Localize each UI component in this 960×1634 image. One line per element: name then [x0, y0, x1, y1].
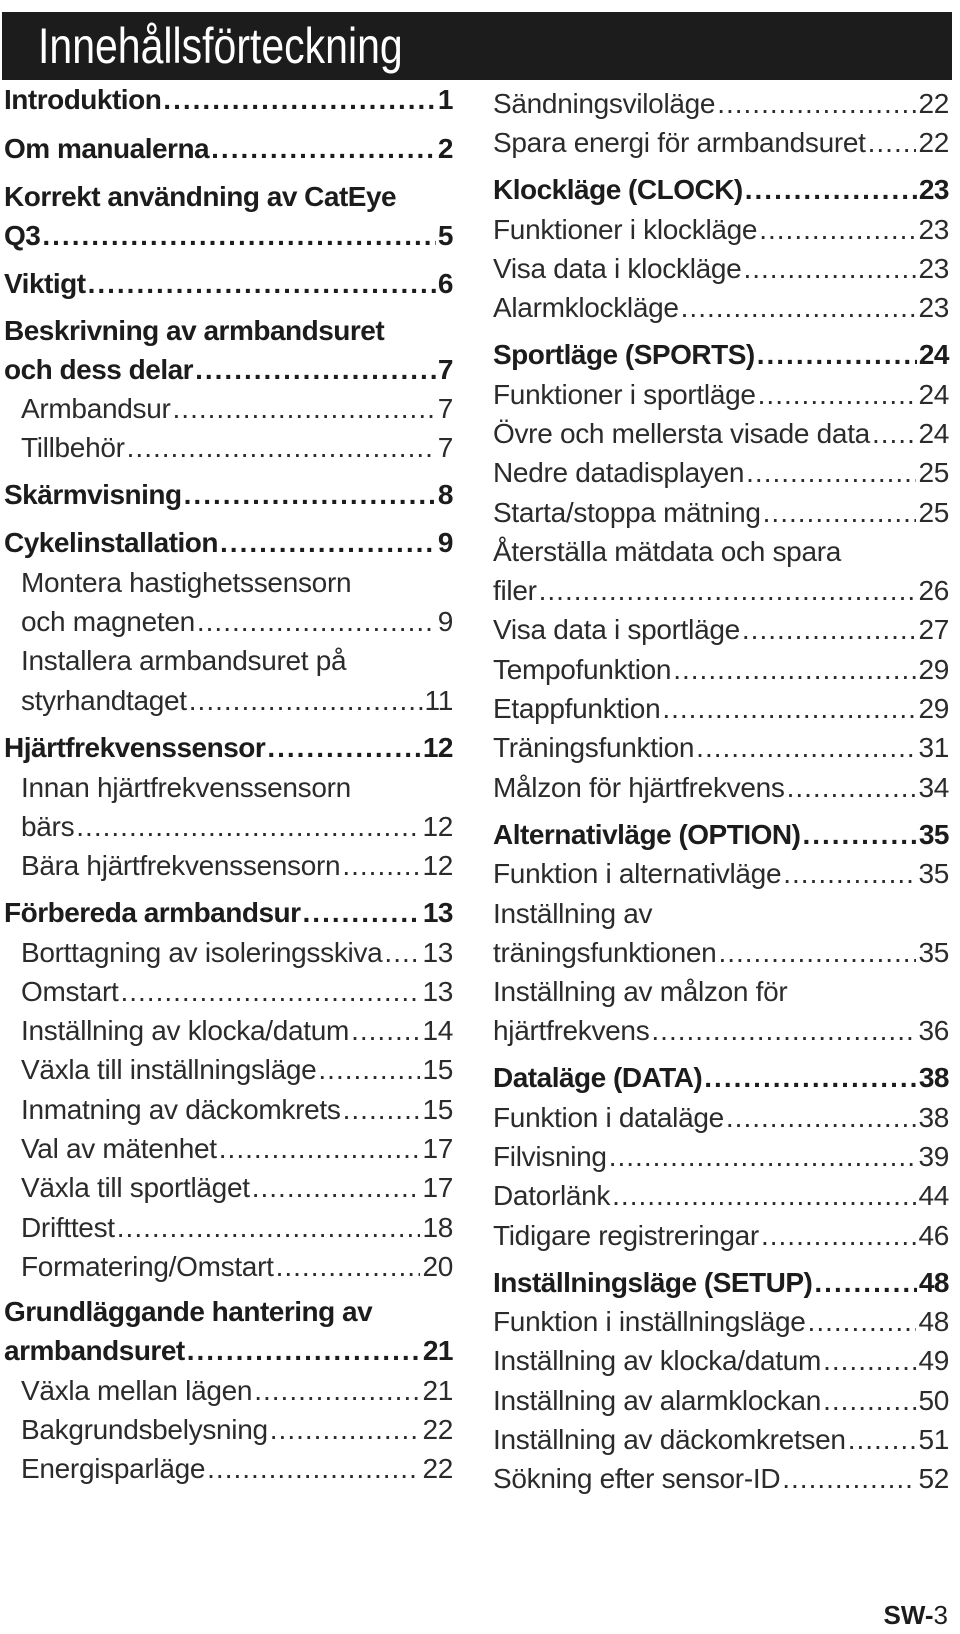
toc-entry[interactable]: [493, 127, 949, 167]
toc-page-number: 7: [437, 393, 453, 424]
toc-entry[interactable]: [21, 393, 453, 433]
toc-heading[interactable]: [4, 84, 453, 124]
toc-entry-title: Bakgrundsbelysning: [21, 1414, 268, 1445]
dot-leader: [718, 937, 916, 969]
toc-entry-title: Korrekt användning av CatEye: [4, 181, 397, 212]
toc-heading[interactable]: [4, 268, 453, 308]
toc-heading[interactable]: [493, 819, 949, 859]
page-num: 3: [933, 1600, 948, 1630]
toc-heading[interactable]: [4, 354, 453, 394]
toc-entry-title: Växla mellan lägen: [21, 1375, 253, 1406]
toc-heading[interactable]: [4, 1335, 453, 1375]
toc-entry-title: Inställningsläge (SETUP): [493, 1267, 813, 1298]
toc-page-number: 31: [918, 732, 949, 763]
toc-entry[interactable]: [493, 292, 949, 332]
dot-leader: [184, 479, 436, 511]
toc-entry-title: hjärtfrekvens: [493, 1015, 650, 1046]
dot-leader: [746, 457, 916, 489]
toc-entry-title: Klockläge (CLOCK): [493, 174, 743, 205]
dot-leader: [270, 1414, 421, 1446]
toc-page-number: 34: [918, 772, 949, 803]
toc-page-number: 24: [918, 339, 949, 370]
title-banner: [2, 12, 952, 80]
toc-entry[interactable]: [493, 1180, 949, 1220]
toc-entry-title: Funktion i dataläge: [493, 1102, 724, 1133]
toc-entry[interactable]: [493, 1141, 949, 1181]
toc-entry-title: Installera armbandsuret på: [21, 645, 347, 676]
dot-leader: [704, 1062, 917, 1094]
toc-heading[interactable]: [493, 339, 949, 379]
toc-entry-title: Inställning av däckomkretsen: [493, 1424, 846, 1455]
dot-leader: [303, 897, 421, 929]
toc-page-number: 38: [918, 1062, 949, 1093]
toc-entry-title: Drifttest: [21, 1212, 115, 1243]
toc-entry[interactable]: [493, 418, 949, 458]
toc-page-number: 7: [437, 432, 453, 463]
toc-entry[interactable]: [21, 1212, 453, 1252]
toc-heading[interactable]: [4, 897, 453, 937]
toc-entry-title: Visa data i sportläge: [493, 614, 740, 645]
toc-page-number: 25: [918, 457, 949, 488]
toc-heading[interactable]: [493, 1062, 949, 1102]
toc-page-number: 23: [918, 292, 949, 323]
toc-page-number: 24: [918, 418, 949, 449]
dot-leader: [189, 685, 423, 717]
toc-entry-title: Datorlänk: [493, 1180, 611, 1211]
toc-heading[interactable]: [4, 220, 453, 260]
toc-entry-title: Etappfunktion: [493, 693, 661, 724]
toc-page-number: 21: [422, 1375, 453, 1406]
toc-entry-title: filer: [493, 575, 537, 606]
dot-leader: [662, 693, 916, 725]
toc-entry-title: Val av mätenhet: [21, 1133, 217, 1164]
dot-leader: [783, 858, 916, 890]
toc-page-number: 9: [437, 527, 453, 558]
toc-entry-title: Beskrivning av armbandsuret: [4, 315, 385, 346]
toc-page-number: 27: [918, 614, 949, 645]
toc-page-number: 22: [918, 127, 949, 158]
toc-entry[interactable]: [493, 536, 949, 576]
toc-entry-title: styrhandtaget: [21, 685, 187, 716]
toc-entry[interactable]: [493, 575, 949, 615]
dot-leader: [42, 220, 436, 252]
dot-leader: [276, 1251, 421, 1283]
dot-leader: [88, 268, 436, 300]
dot-leader: [787, 772, 917, 804]
toc-entry[interactable]: [493, 379, 949, 419]
dot-leader: [219, 1133, 421, 1165]
toc-entry-title: Grundläggande hantering av: [4, 1296, 373, 1327]
dot-leader: [782, 1463, 916, 1495]
toc-entry-title: Funktioner i klockläge: [493, 214, 758, 245]
toc-entry[interactable]: [493, 732, 949, 772]
toc-page-number: 35: [918, 937, 949, 968]
toc-entry[interactable]: [493, 1102, 949, 1142]
toc-entry-title: Alternativläge (OPTION): [493, 819, 801, 850]
toc-entry[interactable]: [21, 1414, 453, 1454]
toc-entry-title: Växla till inställningsläge: [21, 1054, 317, 1085]
dot-leader: [758, 379, 917, 411]
dot-leader: [342, 850, 420, 882]
toc-entry[interactable]: [493, 1424, 949, 1464]
toc-page-number: 35: [918, 858, 949, 889]
toc-entry-title: bärs: [21, 811, 75, 842]
dot-leader: [717, 88, 916, 120]
dot-leader: [384, 937, 420, 969]
toc-entry[interactable]: [493, 937, 949, 977]
toc-entry[interactable]: [21, 1453, 453, 1493]
toc-entry-title: Viktigt: [4, 268, 86, 299]
dot-leader: [195, 354, 436, 386]
toc-entry-title: Tempofunktion: [493, 654, 672, 685]
toc-entry[interactable]: [493, 654, 949, 694]
toc-entry[interactable]: [21, 1172, 453, 1212]
toc-entry-title: Montera hastighetssensorn: [21, 567, 352, 598]
dot-leader: [351, 1015, 420, 1047]
toc-entry[interactable]: [493, 1015, 949, 1055]
dot-leader: [651, 1015, 916, 1047]
toc-page-number: 46: [918, 1220, 949, 1251]
page-prefix: SW-: [883, 1600, 934, 1630]
toc-entry-title: Cykelinstallation: [4, 527, 219, 558]
dot-leader: [120, 976, 420, 1008]
dot-leader: [696, 732, 916, 764]
toc-page-number: 11: [424, 685, 453, 716]
toc-entry[interactable]: [493, 1463, 949, 1503]
toc-entry-title: Inställning av: [493, 898, 653, 929]
dot-leader: [539, 575, 917, 607]
page-title: Innehållsförteckning: [38, 18, 403, 74]
toc-entry-title: Introduktion: [4, 84, 162, 115]
toc-page-number: 48: [918, 1267, 949, 1298]
toc-page-number: 17: [422, 1133, 453, 1164]
dot-leader: [117, 1212, 421, 1244]
toc-entry-title: Bära hjärtfrekvenssensorn: [21, 850, 341, 881]
toc-entry-title: armbandsuret: [4, 1335, 185, 1366]
dot-leader: [823, 1345, 916, 1377]
toc-heading[interactable]: [4, 181, 453, 221]
toc-entry[interactable]: [21, 937, 453, 977]
toc-page-number: 12: [422, 850, 453, 881]
toc-entry[interactable]: [493, 497, 949, 537]
toc-entry-title: Inställning av klocka/datum: [21, 1015, 350, 1046]
toc-entry-title: Funktioner i sportläge: [493, 379, 756, 410]
dot-leader: [673, 654, 916, 686]
toc-page-number: 22: [918, 88, 949, 119]
toc-heading[interactable]: [4, 527, 453, 567]
toc-page-number: 35: [918, 819, 949, 850]
toc-entry-title: Innan hjärtfrekvenssensorn: [21, 772, 351, 803]
toc-page-number: 14: [422, 1015, 453, 1046]
dot-leader: [318, 1054, 420, 1086]
toc-entry[interactable]: [21, 1094, 453, 1134]
toc-page-number: 12: [422, 732, 453, 763]
toc-page-number: 18: [422, 1212, 453, 1243]
toc-entry[interactable]: [21, 567, 453, 607]
toc-entry-title: Träningsfunktion: [493, 732, 695, 763]
toc-page-number: 7: [437, 354, 453, 385]
toc-page-number: 52: [918, 1463, 949, 1494]
dot-leader: [609, 1141, 917, 1173]
toc-entry[interactable]: [21, 432, 453, 472]
toc-heading[interactable]: [4, 732, 453, 772]
toc-page-number: 1: [437, 84, 453, 115]
toc-page-number: 23: [918, 253, 949, 284]
toc-entry-title: Skärmvisning: [4, 479, 182, 510]
toc-page-number: 8: [437, 479, 453, 510]
dot-leader: [252, 1172, 421, 1204]
toc-entry[interactable]: [493, 88, 949, 128]
dot-leader: [267, 732, 421, 764]
toc-entry[interactable]: [21, 645, 453, 685]
dot-leader: [612, 1180, 916, 1212]
dot-leader: [207, 1453, 420, 1485]
page-number: [884, 1600, 949, 1631]
dot-leader: [343, 1094, 421, 1126]
toc-entry[interactable]: [21, 850, 453, 890]
toc-heading[interactable]: [4, 133, 453, 173]
toc-entry-title: Alarmklockläge: [493, 292, 679, 323]
toc-entry[interactable]: [493, 214, 949, 254]
toc-entry[interactable]: [21, 1054, 453, 1094]
toc-entry-title: Energisparläge: [21, 1453, 206, 1484]
toc-page-number: 39: [918, 1141, 949, 1172]
dot-leader: [211, 133, 436, 165]
dot-leader: [254, 1375, 420, 1407]
toc-entry-title: Nedre datadisplayen: [493, 457, 745, 488]
toc-heading[interactable]: [493, 1267, 949, 1307]
toc-entry-title: Visa data i klockläge: [493, 253, 742, 284]
dot-leader: [802, 819, 916, 851]
dot-leader: [868, 127, 917, 159]
dot-leader: [757, 339, 917, 371]
dot-leader: [745, 174, 917, 206]
dot-leader: [823, 1385, 916, 1417]
toc-entry-title: Funktion i alternativläge: [493, 858, 782, 889]
toc-page-number: 5: [437, 220, 453, 251]
toc-page-number: 44: [918, 1180, 949, 1211]
toc-entry-title: Spara energi för armbandsuret: [493, 127, 866, 158]
toc-entry[interactable]: [21, 1375, 453, 1415]
dot-leader: [814, 1267, 916, 1299]
toc-entry[interactable]: [493, 976, 949, 1016]
toc-entry[interactable]: [21, 606, 453, 646]
toc-entry-title: träningsfunktionen: [493, 937, 717, 968]
toc-entry-title: och dess delar: [4, 354, 194, 385]
toc-entry-title: Omstart: [21, 976, 119, 1007]
toc-page-number: 13: [422, 937, 453, 968]
toc-entry[interactable]: [493, 1306, 949, 1346]
toc-entry-title: Borttagning av isoleringsskiva: [21, 937, 383, 968]
toc-entry-title: och magneten: [21, 606, 195, 637]
toc-page-number: 26: [918, 575, 949, 606]
toc-entry[interactable]: [493, 1385, 949, 1425]
dot-leader: [872, 418, 916, 450]
toc-page-number: 25: [918, 497, 949, 528]
toc-page-number: 23: [918, 174, 949, 205]
dot-leader: [173, 393, 436, 425]
dot-leader: [808, 1306, 917, 1338]
toc-entry[interactable]: [493, 858, 949, 898]
toc-entry[interactable]: [21, 772, 453, 812]
toc-entry[interactable]: [21, 976, 453, 1016]
toc-entry-title: Armbandsur: [21, 393, 171, 424]
toc-page-number: 15: [422, 1094, 453, 1125]
toc-entry-title: Tillbehör: [21, 432, 125, 463]
toc-page-number: 20: [422, 1251, 453, 1282]
dot-leader: [127, 432, 436, 464]
toc-entry[interactable]: [493, 1345, 949, 1385]
toc-entry-title: Funktion i inställningsläge: [493, 1306, 806, 1337]
dot-leader: [742, 614, 917, 646]
toc-page-number: 17: [422, 1172, 453, 1203]
dot-leader: [761, 1220, 917, 1252]
toc-entry-title: Förbereda armbandsur: [4, 897, 301, 928]
toc-page-number: 38: [918, 1102, 949, 1133]
toc-entry-title: Formatering/Omstart: [21, 1251, 274, 1282]
toc-entry[interactable]: [21, 1133, 453, 1173]
toc-page-number: 12: [422, 811, 453, 842]
toc-entry-title: Dataläge (DATA): [493, 1062, 703, 1093]
dot-leader: [759, 214, 916, 246]
toc-heading[interactable]: [4, 1296, 453, 1336]
dot-leader: [726, 1102, 917, 1134]
toc-entry-title: Sändningsviloläge: [493, 88, 716, 119]
toc-page-number: 22: [422, 1414, 453, 1445]
toc-entry[interactable]: [493, 898, 949, 938]
toc-page-number: 29: [918, 693, 949, 724]
toc-page-number: 13: [422, 897, 453, 928]
toc-page-number: 13: [422, 976, 453, 1007]
toc-entry[interactable]: [21, 685, 453, 725]
dot-leader: [197, 606, 436, 638]
toc-page-number: 6: [437, 268, 453, 299]
dot-leader: [681, 292, 917, 324]
toc-entry-title: Inställning av målzon för: [493, 976, 788, 1007]
toc-entry-title: Inmatning av däckomkrets: [21, 1094, 341, 1125]
dot-leader: [163, 84, 436, 116]
toc-entry-title: Q3: [4, 220, 41, 251]
toc-entry[interactable]: [21, 1015, 453, 1055]
toc-page-number: 48: [918, 1306, 949, 1337]
toc-entry[interactable]: [493, 457, 949, 497]
toc-entry[interactable]: [21, 811, 453, 851]
toc-entry-title: Om manualerna: [4, 133, 210, 164]
dot-leader: [220, 527, 436, 559]
toc-heading[interactable]: [4, 315, 453, 355]
toc-entry-title: Målzon för hjärtfrekvens: [493, 772, 785, 803]
toc-page-number: 21: [422, 1335, 453, 1366]
toc-entry-title: Växla till sportläget: [21, 1172, 250, 1203]
toc-page-number: 23: [918, 214, 949, 245]
toc-page-number: 36: [918, 1015, 949, 1046]
dot-leader: [848, 1424, 917, 1456]
dot-leader: [187, 1335, 421, 1367]
toc-entry-title: Filvisning: [493, 1141, 607, 1172]
toc-entry[interactable]: [493, 614, 949, 654]
toc-entry-title: Sökning efter sensor-ID: [493, 1463, 781, 1494]
toc-heading[interactable]: [4, 479, 453, 519]
toc-entry[interactable]: [21, 1251, 453, 1291]
toc-page-number: 29: [918, 654, 949, 685]
toc-page-number: 51: [918, 1424, 949, 1455]
toc-entry-title: Återställa mätdata och spara: [493, 536, 842, 567]
toc-page-number: 49: [918, 1345, 949, 1376]
toc-page-number: 2: [437, 133, 453, 164]
toc-entry[interactable]: [493, 693, 949, 733]
toc-page-number: 22: [422, 1453, 453, 1484]
toc-entry-title: Starta/stoppa mätning: [493, 497, 761, 528]
toc-entry[interactable]: [493, 772, 949, 812]
toc-entry[interactable]: [493, 253, 949, 293]
toc-entry-title: Tidigare registreringar: [493, 1220, 759, 1251]
toc-heading[interactable]: [493, 174, 949, 214]
toc-page-number: 24: [918, 379, 949, 410]
toc-entry-title: Övre och mellersta visade data: [493, 418, 870, 449]
dot-leader: [743, 253, 916, 285]
toc-entry-title: Sportläge (SPORTS): [493, 339, 755, 370]
toc-page-number: 50: [918, 1385, 949, 1416]
toc-page-number: 9: [437, 606, 453, 637]
toc-entry-title: Hjärtfrekvenssensor: [4, 732, 266, 763]
toc-page-number: 15: [422, 1054, 453, 1085]
dot-leader: [76, 811, 420, 843]
toc-entry[interactable]: [493, 1220, 949, 1260]
toc-entry-title: Inställning av alarmklockan: [493, 1385, 822, 1416]
dot-leader: [763, 497, 917, 529]
toc-entry-title: Inställning av klocka/datum: [493, 1345, 822, 1376]
